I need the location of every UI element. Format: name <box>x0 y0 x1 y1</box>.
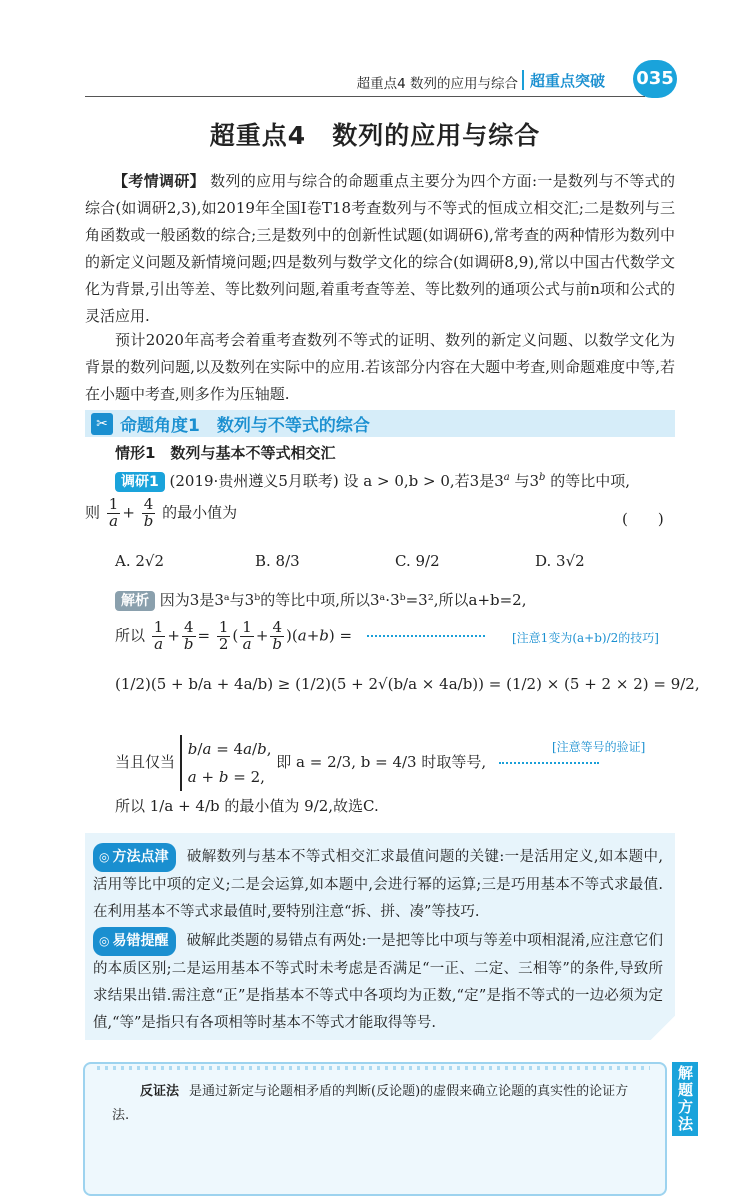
research-paragraph-2: 预计2020年高考会着重考查数列不等式的证明、数列的新定义问题、以数学文化为背景的数列问题,以及数列在实际中的应用.若该部分内容在大题中考查,则命题难度中等,若在小题中考查,则多作为压轴题. <box>85 331 675 403</box>
page-title: 超重点4 数列的应用与综合 <box>209 121 541 150</box>
header-divider <box>522 70 524 90</box>
problem-text-1: 设 a > 0,b > 0,若3是3 <box>343 472 504 490</box>
problem-text-5: 的最小值为 <box>162 503 238 522</box>
solution-line-4 <box>115 735 599 791</box>
method-note-text <box>112 1080 642 1128</box>
method-term: 反证法 <box>140 1084 180 1099</box>
solution-line-5: 所以 1/a + 4/b 的最小值为 9/2,故选C. <box>115 797 379 815</box>
frac-4-over-b: $\frac{4}{b}$ <box>143 495 154 530</box>
problem-text-3: 的等比中项, <box>550 472 631 490</box>
method-definition: 是通过新定与论题相矛盾的判断(反论题)的虚假来确立论题的真实性的论证方法. <box>112 1084 629 1123</box>
side-tab: 解题方法 <box>672 1062 698 1136</box>
solution-text-1: 因为3是3ᵃ与3ᵇ的等比中项,所以3ᵃ·3ᵇ=3²,所以a+b=2, <box>159 591 527 609</box>
option-a: A. 2√2 <box>115 552 165 570</box>
note-2: [注意等号的验证] <box>552 740 646 754</box>
section-name: 超重点突破 <box>530 72 606 90</box>
header-rule <box>85 96 645 97</box>
method-text: 破解数列与基本不等式相交汇求最值问题的关键:一是活用定义,如本题中,活用等比中项的定义;二是会运算,如本题中,会进行幂的运算;三是巧用基本不等式求最值.在利用基本不等式求最值时,要特别注意“拆、拼、凑”等技巧. <box>93 849 663 920</box>
solution-line-2: 所以 $\frac{1}{a}$ + $\frac{4}{b}$ = $\frac{1}{2}$ ( $\frac{1}{a}$ + $\frac{4}{b}$ )(a+b) = <box>115 620 485 653</box>
method-paragraph <box>93 843 663 926</box>
bulb-icon: ◎ <box>99 934 110 948</box>
solution-line-1 <box>115 589 527 611</box>
note-1: [注意1变为(a+b)/2的技巧] <box>512 631 659 645</box>
problem-source: (2019·贵州遵义5月联考) <box>169 472 339 490</box>
method-pill: ◎ 方法点津 <box>93 843 176 872</box>
box-stitch-line <box>97 1066 650 1070</box>
problem-line-1: 调研1 (2019·贵州遵义5月联考) 设 a > 0,b > 0,若3是3$^a$ 与3$^b$ 的等比中项, <box>115 470 630 492</box>
solution-text-2: 所以 <box>115 626 146 645</box>
solution-line-3: (1/2)(5 + b/a + 4a/b) ≥ (1/2)(5 + 2√(b/a × 4a/b)) = (1/2) × (5 + 2 × 2) = 9/2, <box>115 675 700 693</box>
problem-text-4: 则 <box>85 503 101 522</box>
option-d: D. 3√2 <box>535 552 585 570</box>
solution-text-4: 当且仅当 <box>115 753 176 771</box>
research-tag: 【考情调研】 <box>113 172 205 190</box>
case-title: 情形1 数列与基本不等式相交汇 <box>115 444 336 462</box>
angle-label: 命题角度1 数列与不等式的综合 <box>120 416 370 436</box>
problem-line-2: 则 $\frac{1}{a}$ + $\frac{4}{b}$ 的最小值为 <box>85 495 238 530</box>
leader-dots-2 <box>499 762 599 764</box>
pitfall-paragraph <box>93 927 663 1037</box>
option-b: B. 8/3 <box>255 552 300 570</box>
pitfall-pill: ◎ 易错提醒 <box>93 927 176 956</box>
page-number: 035 <box>633 60 677 98</box>
bulb-icon: ◎ <box>99 850 110 864</box>
problem-text-2: 与3 <box>514 472 540 490</box>
leader-dots-1 <box>367 635 485 637</box>
problem-badge: 调研1 <box>115 472 165 492</box>
solution-text-4b: 即 a = 2/3, b = 4/3 时取等号, <box>276 753 487 771</box>
research-paragraph-1 <box>85 168 675 330</box>
running-title: 超重点4 数列的应用与综合 <box>356 76 518 92</box>
scissors-icon: ✂ <box>91 413 113 435</box>
condition-brace: b/a = 4a/b, a + b = 2, <box>180 735 272 791</box>
solution-badge: 解析 <box>115 591 155 611</box>
research-text-1: 数列的应用与综合的命题重点主要分为四个方面:一是数列与不等式的综合(如调研2,3),如2019年全国Ⅰ卷T18考查数列与不等式的恒成立相交汇;二是数列与三角函数或一般函数的综合;三是数列中的创新性试题(如调研6),常考查的两种情形为数列中的新定义问题及新情境问题;四是数列与数学文化的综合(如调研8,9),常以中国古代数学文化为背景,引出等差、等比数列问题,着重考查等差、等比数列的通项公式与前n项和公式的灵活应用. <box>85 172 675 325</box>
answer-blank: ( ) <box>622 510 664 528</box>
frac-1-over-a: $\frac{1}{a}$ <box>108 495 119 530</box>
option-c: C. 9/2 <box>395 552 440 570</box>
pitfall-text: 破解此类题的易错点有两处:一是把等比中项与等差中项相混淆,应注意它们的本质区别;二是运用基本不等式时未考虑是否满足“一正、二定、三相等”的条件,导致所求结果出错.需注意“正”是指基本不等式中各项均为正数,“定”是指不等式的一边必须为定值,“等”是指只有各项相等时基本不等式才能取得等号. <box>93 933 663 1031</box>
